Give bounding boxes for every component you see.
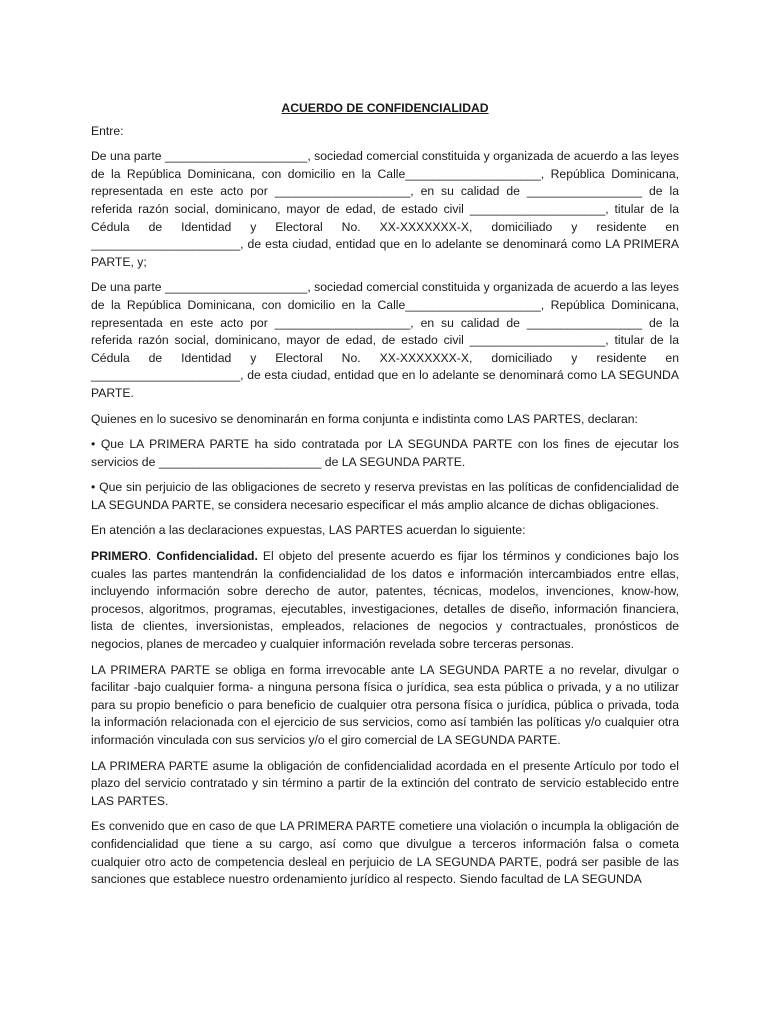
document-title: ACUERDO DE CONFIDENCIALIDAD: [281, 101, 489, 115]
obligation-paragraph: LA PRIMERA PARTE se obliga en forma irrevocable ante LA SEGUNDA PARTE a no revelar, divulgar o facilitar -bajo cualquier forma- a ninguna persona física o jurídica, sea esta pública o privada, y a no utilizar para su propio beneficio o para beneficio de cualquier otra persona física o jurídica, pública o privada, toda la información relacionada con el ejercicio de sus servicios, como así también las políticas y/o cualquier otra información vinculada con sus servicios y/o el giro comercial de LA SEGUNDA PARTE.: [91, 662, 679, 747]
violation-paragraph: Es convenido que en caso de que LA PRIMERA PARTE cometiere una violación o incumpla la obligación de confidencialidad que tiene a su cargo, así como que divulgue a terceros información falsa o cometa cualquier otro acto de competencia desleal en perjuicio de LA SEGUNDA PARTE, podrá ser pasible de las sanciones que establece nuestro ordenamiento jurídico al respecto. Siendo facultad de LA SEGUNDA: [91, 819, 679, 887]
clause-first-title: Confidencialidad.: [156, 549, 258, 564]
declaration-bullet-1: • Que LA PRIMERA PARTE ha sido contratada por LA SEGUNDA PARTE con los fines de ejecutar los servicios de ________________________ de LA SEGUNDA PARTE.: [91, 436, 679, 471]
declaration-bullet-2: • Que sin perjuicio de las obligaciones de secreto y reserva previstas en las políticas de confidencialidad de LA SEGUNDA PARTE, se considera necesario especificar el más amplio alcance de dichas obligaciones.: [91, 479, 679, 514]
party-two-paragraph: De una parte _____________________, sociedad comercial constituida y organizada de acuerdo a las leyes de la República Dominicana, con domicilio en la Calle____________________, República Dominicana, representada en este acto por ____________________, en su calidad de _________________ de la referida razón social, dominicano, mayor de edad, de estado civil ____________________, titular de la Cédula de Identidad y Electoral No. XX-XXXXXXX-X, domiciliado y residente en ______________________, de esta ciudad, entidad que en lo adelante se denominará como LA SEGUNDA PARTE.: [91, 280, 679, 400]
clause-first: [91, 548, 679, 654]
agreement-intro: En atención a las declaraciones expuestas, LAS PARTES acuerdan lo siguiente:: [91, 523, 526, 538]
document-body: [91, 100, 679, 897]
term-paragraph: LA PRIMERA PARTE asume la obligación de confidencialidad acordada en el presente Artículo por todo el plazo del servicio contratado y sin término a partir de la extinción del contrato de servicio establecido entre LAS PARTES.: [91, 758, 679, 808]
party-one-paragraph: De una parte _____________________, sociedad comercial constituida y organizada de acuerdo a las leyes de la República Dominicana, con domicilio en la Calle____________________, República Dominicana, representada en este acto por ____________________, en su calidad de _________________ de la referida razón social, dominicano, mayor de edad, de estado civil ____________________, titular de la Cédula de Identidad y Electoral No. XX-XXXXXXX-X, domiciliado y residente en ______________________, de esta ciudad, entidad que en lo adelante se denominará como LA PRIMERA PARTE, y;: [91, 149, 679, 269]
joint-parties-paragraph: Quienes en lo sucesivo se denominarán en forma conjunta e indistinta como LAS PARTES, declaran:: [91, 411, 638, 426]
clause-first-text: El objeto del presente acuerdo es fijar los términos y condiciones bajo los cuales las partes mantendrán la confidencialidad de los datos e información intercambiados entre ellas, incluyendo información sobre derecho de autor, patentes, técnicas, modelos, invenciones, know-how, procesos, algoritmos, programas, ejecutables, investigaciones, detalles de diseño, información financiera, lista de clientes, inversionistas, empleados, relaciones de negocios y contractuales, pronósticos de negocios, planes de mercadeo y cualquier información revelada sobre terceras personas.: [91, 549, 679, 652]
clause-first-separator: .: [147, 549, 157, 564]
intro-text: Entre:: [91, 123, 124, 138]
clause-first-label: PRIMERO: [91, 549, 148, 564]
